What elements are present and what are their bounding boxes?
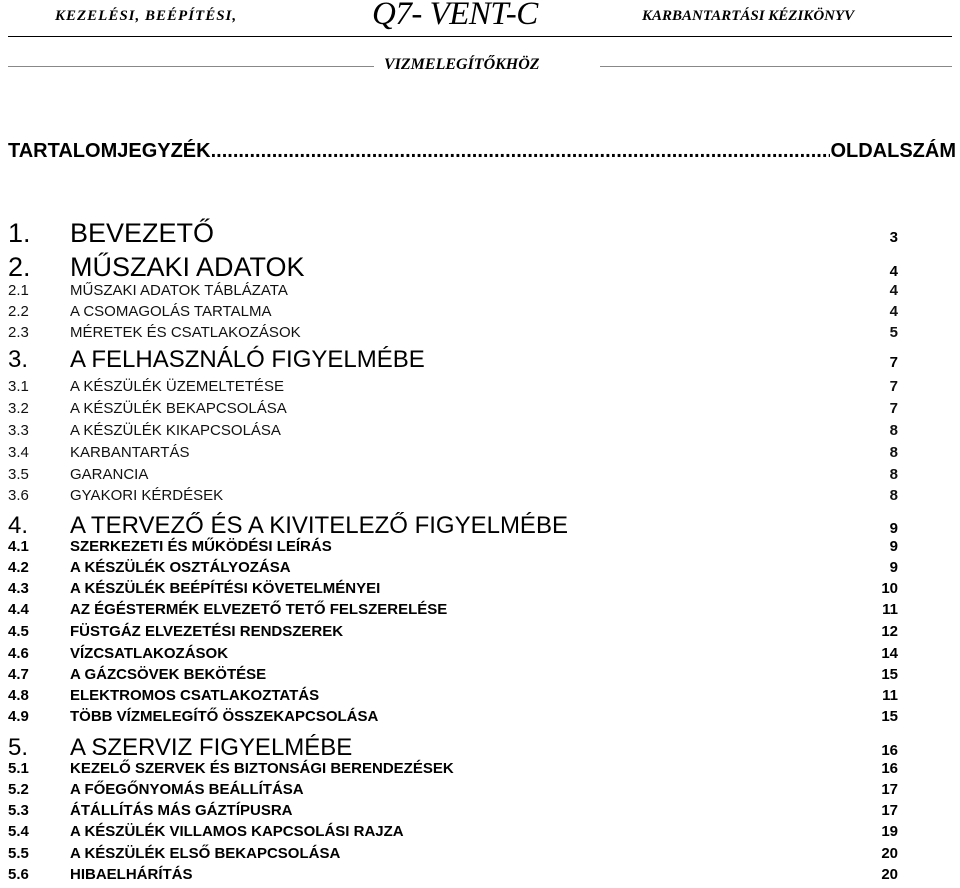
toc-entry-number: 4.1 [8,538,29,555]
toc-entry-title: ELEKTROMOS CSATLAKOZTATÁS [70,687,320,704]
toc-section-row [8,823,898,845]
toc-entry-page: 9 [889,520,898,537]
toc-entry-title: A FŐEGŐNYOMÁS BEÁLLÍTÁSA [70,781,304,798]
toc-entry-number: 4.2 [8,559,29,576]
toc-entry-page: 4 [889,263,898,280]
toc-entry-title: A FELHASZNÁLÓ FIGYELMÉBE [70,346,425,373]
toc-entry-number: 4.7 [8,666,29,683]
toc-entry-number: 5. [8,734,29,761]
toc-entry-page: 8 [889,466,898,483]
toc-entry-title: A GÁZCSÖVEK BEKÖTÉSE [70,666,267,683]
toc-entry-number: 2. [8,252,31,282]
toc-entry-title: GYAKORI KÉRDÉSEK [70,487,224,504]
toc-entry-number: 3.6 [8,487,29,504]
toc-entry-title: MŰSZAKI ADATOK [70,252,305,282]
toc-entry-title: A KÉSZÜLÉK OSZTÁLYOZÁSA [70,559,291,576]
toc-section-row [8,538,898,560]
toc-entry-number: 5.3 [8,802,29,819]
toc-entry-number: 4.3 [8,580,29,597]
toc-section-row [8,324,898,346]
toc-entry-title: A CSOMAGOLÁS TARTALMA [70,303,272,320]
toc-entry-page: 15 [881,666,898,683]
toc-entry-page: 17 [881,781,898,798]
toc-entry-page: 3 [889,229,898,246]
toc-section-row [8,666,898,688]
toc-entry-page: 19 [881,823,898,840]
toc-entry-number: 5.4 [8,823,29,840]
toc-section-row [8,760,898,782]
toc-chapter-row [8,252,898,282]
toc-entry-title: KEZELŐ SZERVEK ÉS BIZTONSÁGI BERENDEZÉSEK [70,760,454,777]
toc-entry-page: 5 [889,324,898,341]
toc-entry-number: 4.5 [8,623,29,640]
toc-section-row [8,378,898,400]
toc-entry-title: A KÉSZÜLÉK KIKAPCSOLÁSA [70,422,281,439]
toc-section-row [8,781,898,803]
toc-entry-page: 16 [881,742,898,759]
toc-entry-page: 16 [881,760,898,777]
toc-entry-number: 3.5 [8,466,29,483]
toc-section-row [8,303,898,325]
toc-entry-number: 5.1 [8,760,29,777]
toc-entry-page: 9 [889,559,898,576]
toc-entry-number: 3.2 [8,400,29,417]
toc-entry-title: GARANCIA [70,466,149,483]
toc-entry-page: 8 [889,487,898,504]
toc-entry-title: A KÉSZÜLÉK ÜZEMELTETÉSE [70,378,284,395]
toc-entry-page: 7 [889,378,898,395]
toc-entry-title: VÍZCSATLAKOZÁSOK [70,645,229,662]
toc-entry-number: 3.4 [8,444,29,461]
toc-entry-page: 11 [882,687,898,704]
toc-chapter-row [8,512,898,539]
toc-entry-number: 5.2 [8,781,29,798]
toc-entry-page: 8 [889,422,898,439]
toc-entry-title: A SZERVIZ FIGYELMÉBE [70,734,353,761]
toc-entry-number: 5.5 [8,845,29,862]
toc-heading-page-label: OLDALSZÁM [830,140,956,162]
toc-entry-title: A TERVEZŐ ÉS A KIVITELEZŐ FIGYELMÉBE [70,512,568,539]
toc-entry-page: 10 [881,580,898,597]
toc-section-row [8,845,898,867]
toc-entry-number: 2.3 [8,324,29,341]
toc-entry-page: 17 [881,802,898,819]
toc-entry-page: 7 [889,400,898,417]
toc-entry-page: 20 [881,866,898,883]
toc-entry-number: 3.1 [8,378,29,395]
toc-section-row [8,802,898,824]
toc-entry-number: 4.8 [8,687,29,704]
toc-entry-title: FÜSTGÁZ ELVEZETÉSI RENDSZEREK [70,623,344,640]
toc-heading-label: TARTALOMJEGYZÉK [8,140,211,162]
toc-entry-title: AZ ÉGÉSTERMÉK ELVEZETŐ TETŐ FELSZERELÉSE [70,601,448,618]
toc-entry-number: 1. [8,218,31,248]
toc-section-row [8,487,898,509]
toc-section-row [8,282,898,304]
toc-entry-page: 11 [882,601,898,618]
toc-section-row [8,866,898,888]
toc-entry-page: 14 [881,645,898,662]
toc-entry-number: 5.6 [8,866,29,883]
toc-entry-title: KARBANTARTÁS [70,444,190,461]
toc-entry-title: BEVEZETŐ [70,218,215,248]
toc-entry-page: 4 [889,303,898,320]
toc-entry-number: 3. [8,346,29,373]
toc-section-row [8,580,898,602]
toc-entry-page: 4 [889,282,898,299]
toc-chapter-row [8,346,898,373]
toc-section-row [8,645,898,667]
toc-entry-page: 8 [889,444,898,461]
header-left-text: KEZELÉSI, BEÉPÍTÉSI, [55,8,238,24]
toc-entry-page: 20 [881,845,898,862]
toc-entry-title: A KÉSZÜLÉK ELSŐ BEKAPCSOLÁSA [70,845,341,862]
toc-chapter-row [8,218,898,248]
toc-entry-title: A KÉSZÜLÉK VILLAMOS KAPCSOLÁSI RAJZA [70,823,404,840]
toc-section-row [8,708,898,730]
toc-entry-number: 4.9 [8,708,29,725]
toc-entry-number: 4.6 [8,645,29,662]
toc-entry-page: 15 [881,708,898,725]
toc-section-row [8,466,898,488]
toc-section-row [8,623,898,645]
toc-entry-title: A KÉSZÜLÉK BEÉPÍTÉSI KÖVETELMÉNYEI [70,580,381,597]
toc-section-row [8,687,898,709]
toc-entry-number: 2.2 [8,303,29,320]
toc-entry-title: MÉRETEK ÉS CSATLAKOZÁSOK [70,324,301,341]
toc-entry-page: 12 [881,623,898,640]
toc-entry-title: ÁTÁLLÍTÁS MÁS GÁZTÍPUSRA [70,802,293,819]
toc-section-row [8,422,898,444]
toc-section-row [8,400,898,422]
toc-entry-title: SZERKEZETI ÉS MŰKÖDÉSI LEÍRÁS [70,538,332,555]
toc-section-row [8,559,898,581]
toc-section-row [8,601,898,623]
toc-entry-page: 9 [889,538,898,555]
toc-section-row [8,444,898,466]
header-product-name: Q7- VENT-C [372,0,538,32]
toc-entry-title: TÖBB VÍZMELEGÍTŐ ÖSSZEKAPCSOLÁSA [70,708,379,725]
toc-entry-page: 7 [889,354,898,371]
toc-entry-number: 2.1 [8,282,29,299]
toc-entry-number: 3.3 [8,422,29,439]
toc-entry-title: MŰSZAKI ADATOK TÁBLÁZATA [70,282,288,299]
toc-entry-number: 4. [8,512,29,539]
toc-entry-title: A KÉSZÜLÉK BEKAPCSOLÁSA [70,400,287,417]
header-right-text: KARBANTARTÁSI KÉZIKÖNYV [642,8,855,24]
toc-entry-number: 4.4 [8,601,29,618]
toc-entry-title: HIBAELHÁRÍTÁS [70,866,193,883]
toc-chapter-row [8,734,898,761]
header-subtitle: VIZMELEGÍTŐKHÖZ [384,56,540,73]
